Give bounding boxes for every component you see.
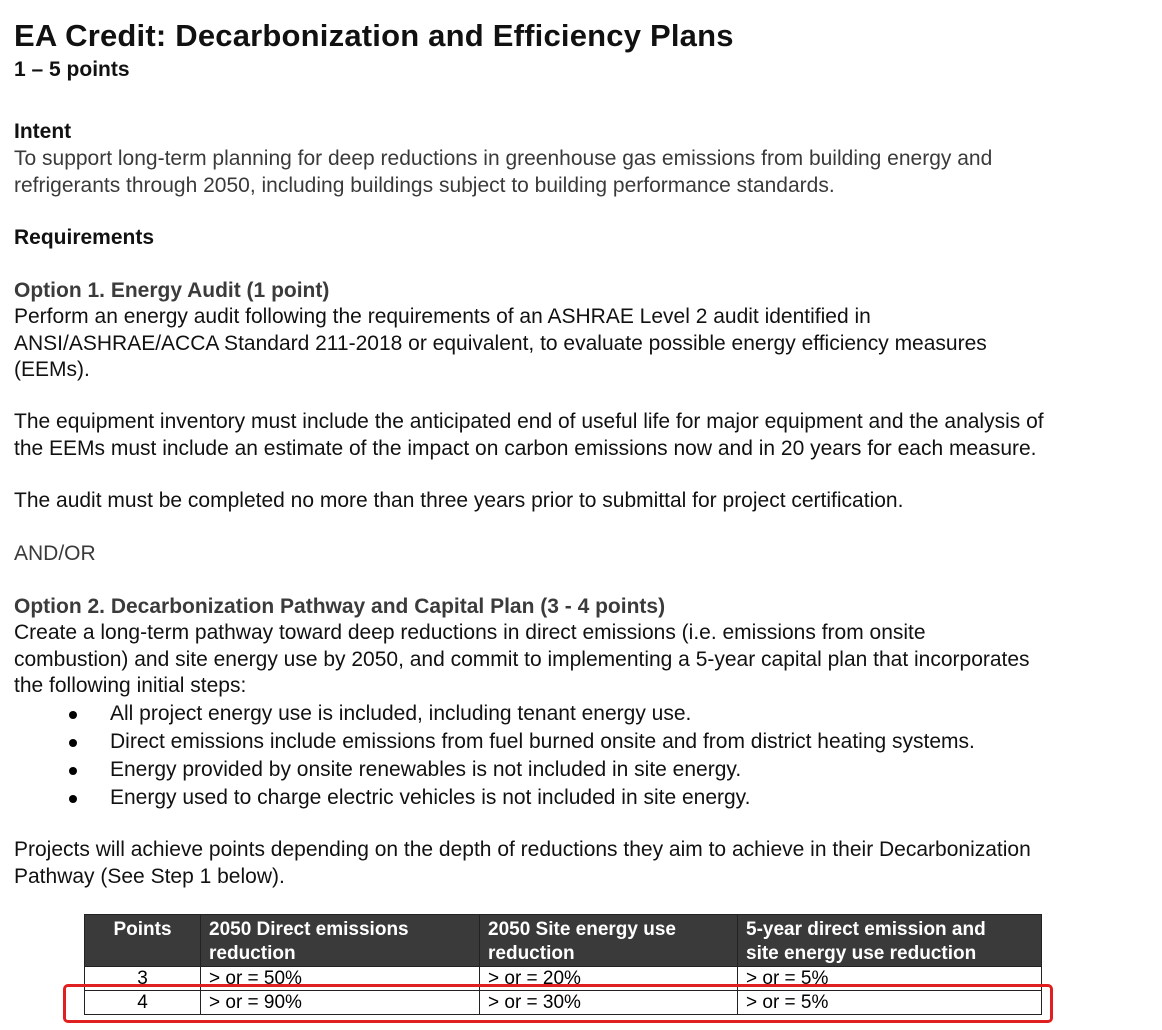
option1-paragraph-2 [14, 409, 1154, 462]
option2-line: the following initial steps: [14, 674, 247, 697]
bullet-icon [69, 711, 77, 719]
list-item [14, 757, 975, 785]
option1-line: The audit must be completed no more than three years prior to submittal for project certification. [14, 489, 904, 512]
list-item [14, 729, 975, 757]
bullet-icon [69, 739, 77, 747]
intent-text [14, 146, 1154, 199]
cell-points: 4 [85, 991, 201, 1015]
option1-paragraph-3 [14, 488, 1154, 515]
header-points [85, 915, 201, 967]
header-five-year [738, 915, 1042, 967]
bullet-text: Energy used to charge electric vehicles is not included in site energy. [110, 786, 751, 809]
cell-points: 3 [85, 967, 201, 991]
and-or-text [14, 541, 1154, 568]
option2-line: Create a long-term pathway toward deep reductions in direct emissions (i.e. emissions from onsite [14, 621, 926, 644]
option1-line: (EEMs). [14, 358, 90, 381]
bullet-icon [69, 795, 77, 803]
bullet-icon [69, 767, 77, 775]
option1-line: ANSI/ASHRAE/ACCA Standard 211-2018 or equivalent, to evaluate possible energy efficiency measures [14, 331, 987, 355]
cell-site: > or = 20% [480, 967, 738, 991]
requirements-heading: Requirements [14, 226, 155, 249]
header-points-label: Points [113, 919, 172, 940]
intent-heading: Intent [14, 120, 72, 143]
header-direct-line: 2050 Direct emissions [209, 919, 409, 940]
table-row [85, 967, 1042, 991]
bullet-text: Direct emissions include emissions from fuel burned onsite and from district heating systems. [110, 730, 975, 753]
points-table [84, 914, 1042, 1015]
list-item [14, 701, 975, 729]
page-title: EA Credit: Decarbonization and Efficiency Plans [14, 18, 734, 53]
option1-line: the EEMs must include an estimate of the impact on carbon emissions now and in 20 years for each measure. [14, 436, 1037, 460]
and-or-label: AND/OR [14, 542, 96, 565]
points-subtitle: 1 – 5 points [14, 58, 130, 81]
cell-direct: > or = 50% [201, 967, 480, 991]
list-item [14, 785, 975, 813]
points-paragraph [14, 837, 1154, 890]
header-site-line: reduction [488, 943, 575, 964]
points-line: Pathway (See Step 1 below). [14, 864, 285, 888]
option1-line: The equipment inventory must include the anticipated end of useful life for major equipment and the analysis of [14, 410, 1044, 433]
cell-five-year: > or = 5% [738, 967, 1042, 991]
intent-line: refrigerants through 2050, including buildings subject to building performance standards. [14, 173, 835, 197]
intent-line: To support long-term planning for deep reductions in greenhouse gas emissions from building energy and [14, 147, 993, 170]
option2-line: combustion) and site energy use by 2050, and commit to implementing a 5-year capital plan that incorporates [14, 647, 1030, 671]
bullet-text: Energy provided by onsite renewables is not included in site energy. [110, 758, 742, 781]
option1-paragraph-1 [14, 304, 1154, 384]
header-five-line: 5-year direct emission and [746, 919, 986, 940]
option2-heading: Option 2. Decarbonization Pathway and Capital Plan (3 - 4 points) [14, 595, 666, 618]
cell-site: > or = 30% [480, 991, 738, 1015]
option2-bullet-list [14, 701, 975, 813]
header-site-line: 2050 Site energy use [488, 919, 676, 940]
header-direct-line: reduction [209, 943, 296, 964]
header-five-line: site energy use reduction [746, 943, 977, 964]
option1-heading: Option 1. Energy Audit (1 point) [14, 279, 330, 302]
cell-direct: > or = 90% [201, 991, 480, 1015]
option2-intro [14, 620, 1154, 700]
table-row [85, 991, 1042, 1015]
header-site-energy [480, 915, 738, 967]
option1-line: Perform an energy audit following the requirements of an ASHRAE Level 2 audit identified in [14, 305, 871, 328]
points-line: Projects will achieve points depending on the depth of reductions they aim to achieve in their Decarbonization [14, 838, 1031, 861]
cell-five-year: > or = 5% [738, 991, 1042, 1015]
table-header-row [85, 915, 1042, 967]
header-direct-emissions [201, 915, 480, 967]
bullet-text: All project energy use is included, including tenant energy use. [110, 702, 692, 725]
